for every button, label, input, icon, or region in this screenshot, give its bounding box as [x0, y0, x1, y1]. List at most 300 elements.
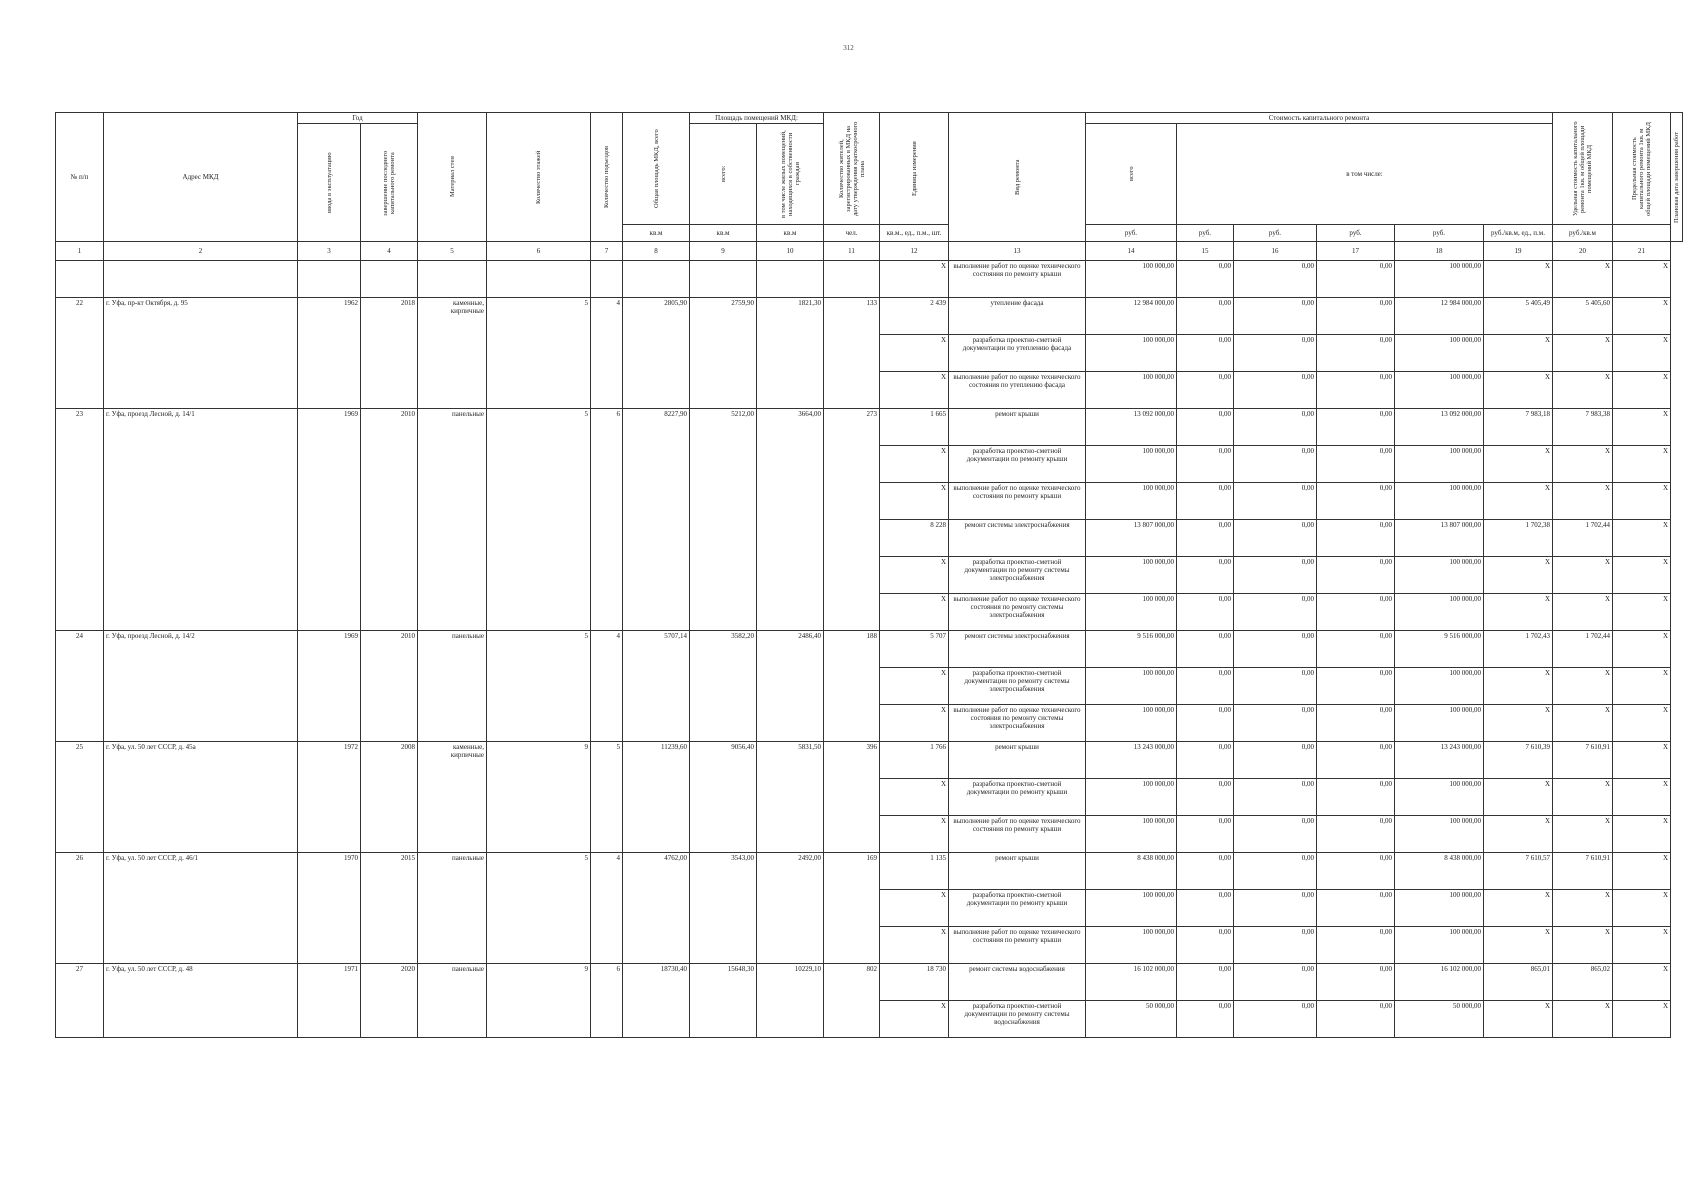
col-header-floors: Количество этажей — [487, 113, 591, 242]
cost-republic: 0,00 — [1234, 668, 1317, 705]
work-type: разработка проектно-сметной документации по ремонту крыши — [949, 446, 1086, 483]
column-number: 11 — [824, 242, 880, 261]
max-cost: X — [1553, 483, 1613, 520]
work-unit-value: 1 135 — [880, 853, 949, 890]
cost-local: 0,00 — [1317, 816, 1395, 853]
col-header-specific-cost: Удельная стоимость капитального ремонта 1кв. м общей площади помещений МКД — [1553, 113, 1613, 225]
specific-cost: X — [1484, 446, 1553, 483]
specific-cost: 865,01 — [1484, 964, 1553, 1001]
planned-date: X — [1613, 372, 1671, 409]
cost-fund: 0,00 — [1177, 483, 1234, 520]
max-cost: X — [1553, 779, 1613, 816]
house-address: г. Уфа, проезд Лесной, д. 14/1 — [104, 409, 298, 631]
unit-cost-fund: руб. — [1177, 225, 1234, 242]
specific-cost: X — [1484, 779, 1553, 816]
year-last-repair: 2008 — [361, 742, 418, 853]
floors-count: 9 — [487, 964, 591, 1038]
group-header-year: Год — [298, 113, 418, 124]
floors-count: 5 — [487, 409, 591, 631]
cost-fund: 0,00 — [1177, 1001, 1234, 1038]
work-unit-value: X — [880, 1001, 949, 1038]
work-type: ремонт крыши — [949, 409, 1086, 446]
house-number: 27 — [56, 964, 104, 1038]
cost-total: 100 000,00 — [1086, 779, 1177, 816]
unit-specific-cost: руб./кв.м, ед., п.м. — [1484, 225, 1553, 242]
floors-count: 5 — [487, 853, 591, 964]
specific-cost: X — [1484, 594, 1553, 631]
column-number: 19 — [1484, 242, 1553, 261]
cost-total: 100 000,00 — [1086, 816, 1177, 853]
planned-date: X — [1613, 483, 1671, 520]
work-type: выполнение работ по оценке технического состояния по ремонту крыши — [949, 261, 1086, 298]
cost-fund: 0,00 — [1177, 668, 1234, 705]
cost-owners: 50 000,00 — [1395, 1001, 1484, 1038]
premises-total-area — [690, 261, 757, 298]
col-header-address: Адрес МКД — [104, 113, 298, 242]
planned-date: X — [1613, 742, 1671, 779]
cost-owners: 13 243 000,00 — [1395, 742, 1484, 779]
cost-total: 8 438 000,00 — [1086, 853, 1177, 890]
floors-count: 5 — [487, 631, 591, 742]
work-unit-value: X — [880, 372, 949, 409]
cost-total: 100 000,00 — [1086, 927, 1177, 964]
cost-total: 100 000,00 — [1086, 594, 1177, 631]
year-last-repair: 2010 — [361, 631, 418, 742]
col-header-unit: Единица измерения — [880, 113, 949, 225]
cost-owners: 8 438 000,00 — [1395, 853, 1484, 890]
max-cost: X — [1553, 557, 1613, 594]
cost-total: 100 000,00 — [1086, 261, 1177, 298]
column-number: 14 — [1086, 242, 1177, 261]
cost-republic: 0,00 — [1234, 779, 1317, 816]
col-header-no: № п/п — [56, 113, 104, 242]
cost-local: 0,00 — [1317, 298, 1395, 335]
planned-date: X — [1613, 520, 1671, 557]
work-type: ремонт системы водоснабжения — [949, 964, 1086, 1001]
cost-fund: 0,00 — [1177, 409, 1234, 446]
cost-republic: 0,00 — [1234, 335, 1317, 372]
total-area: 18730,40 — [623, 964, 690, 1038]
planned-date: X — [1613, 890, 1671, 927]
specific-cost: X — [1484, 261, 1553, 298]
max-cost: 5 405,60 — [1553, 298, 1613, 335]
unit-total-area: кв.м — [623, 225, 690, 242]
total-area: 2805,90 — [623, 298, 690, 409]
work-unit-value: X — [880, 779, 949, 816]
planned-date: X — [1613, 557, 1671, 594]
year-commission: 1962 — [298, 298, 361, 409]
max-cost: 1 702,44 — [1553, 520, 1613, 557]
year-commission: 1972 — [298, 742, 361, 853]
work-unit-value: X — [880, 927, 949, 964]
planned-date: X — [1613, 853, 1671, 890]
year-commission: 1969 — [298, 409, 361, 631]
house-number: 24 — [56, 631, 104, 742]
table-row — [56, 409, 1683, 446]
unit-cost-republic: руб. — [1234, 225, 1317, 242]
house-address — [104, 261, 298, 298]
planned-date: X — [1613, 705, 1671, 742]
column-number: 13 — [949, 242, 1086, 261]
cost-owners: 100 000,00 — [1395, 372, 1484, 409]
specific-cost: X — [1484, 483, 1553, 520]
premises-total-area: 3582,20 — [690, 631, 757, 742]
unit-cost-total: руб. — [1086, 225, 1177, 242]
table-row — [56, 298, 1683, 335]
cost-republic: 0,00 — [1234, 372, 1317, 409]
premises-citizens-area: 3664,00 — [757, 409, 824, 631]
work-unit-value: 1 766 — [880, 742, 949, 779]
work-unit-value: X — [880, 594, 949, 631]
max-cost: 1 702,44 — [1553, 631, 1613, 668]
year-commission: 1970 — [298, 853, 361, 964]
house-address: г. Уфа, проезд Лесной, д. 14/2 — [104, 631, 298, 742]
cost-local: 0,00 — [1317, 964, 1395, 1001]
work-type: разработка проектно-сметной документации по ремонту системы электроснабжения — [949, 557, 1086, 594]
cost-owners: 100 000,00 — [1395, 705, 1484, 742]
cost-local: 0,00 — [1317, 557, 1395, 594]
wall-material: панельные — [418, 964, 487, 1038]
total-area — [623, 261, 690, 298]
premises-total-area: 2759,90 — [690, 298, 757, 409]
cost-local: 0,00 — [1317, 446, 1395, 483]
planned-date: X — [1613, 631, 1671, 668]
col-header-work-type: Вид ремонта — [949, 113, 1086, 242]
specific-cost: X — [1484, 890, 1553, 927]
cost-total: 13 092 000,00 — [1086, 409, 1177, 446]
max-cost: 7 610,91 — [1553, 853, 1613, 890]
cost-local: 0,00 — [1317, 594, 1395, 631]
cost-owners: 12 984 000,00 — [1395, 298, 1484, 335]
work-unit-value: X — [880, 261, 949, 298]
total-area: 4762,00 — [623, 853, 690, 964]
max-cost: 7 983,38 — [1553, 409, 1613, 446]
column-number: 5 — [418, 242, 487, 261]
cost-owners: 100 000,00 — [1395, 446, 1484, 483]
specific-cost: X — [1484, 816, 1553, 853]
cost-republic: 0,00 — [1234, 964, 1317, 1001]
max-cost: X — [1553, 816, 1613, 853]
unit-cost-owners: руб. — [1395, 225, 1484, 242]
column-number: 6 — [487, 242, 591, 261]
col-header-residents: Количество жителей, зарегистрированных в МКД на дату утверждения краткосрочного плана — [824, 113, 880, 225]
cost-republic: 0,00 — [1234, 298, 1317, 335]
specific-cost: 7 610,39 — [1484, 742, 1553, 779]
cost-total: 100 000,00 — [1086, 890, 1177, 927]
wall-material: каменные, кирпичные — [418, 742, 487, 853]
cost-fund: 0,00 — [1177, 964, 1234, 1001]
max-cost: X — [1553, 594, 1613, 631]
col-header-total-area: Общая площадь МКД, всего — [623, 113, 690, 225]
cost-fund: 0,00 — [1177, 446, 1234, 483]
max-cost: X — [1553, 668, 1613, 705]
group-header-premises-area: Площадь помещений МКД: — [690, 113, 824, 124]
cost-owners: 100 000,00 — [1395, 779, 1484, 816]
cost-republic: 0,00 — [1234, 520, 1317, 557]
entrances-count: 6 — [591, 964, 623, 1038]
cost-fund: 0,00 — [1177, 816, 1234, 853]
residents-count — [824, 261, 880, 298]
work-type: разработка проектно-сметной документации по ремонту крыши — [949, 779, 1086, 816]
work-type: утепление фасада — [949, 298, 1086, 335]
column-number: 4 — [361, 242, 418, 261]
column-number: 16 — [1234, 242, 1317, 261]
specific-cost: X — [1484, 372, 1553, 409]
work-unit-value: 8 228 — [880, 520, 949, 557]
cost-fund: 0,00 — [1177, 779, 1234, 816]
work-unit-value: X — [880, 705, 949, 742]
cost-fund: 0,00 — [1177, 520, 1234, 557]
cost-owners: 100 000,00 — [1395, 816, 1484, 853]
floors-count: 9 — [487, 742, 591, 853]
page-number: 312 — [843, 44, 854, 52]
cost-republic: 0,00 — [1234, 483, 1317, 520]
column-number: 7 — [591, 242, 623, 261]
work-unit-value: X — [880, 335, 949, 372]
table-row — [56, 742, 1683, 779]
total-area: 5707,14 — [623, 631, 690, 742]
unit-premises-citizens: кв.м — [757, 225, 824, 242]
cost-fund: 0,00 — [1177, 335, 1234, 372]
wall-material: панельные — [418, 631, 487, 742]
planned-date: X — [1613, 446, 1671, 483]
house-number: 25 — [56, 742, 104, 853]
cost-total: 100 000,00 — [1086, 557, 1177, 594]
residents-count: 273 — [824, 409, 880, 631]
year-commission — [298, 261, 361, 298]
column-number: 1 — [56, 242, 104, 261]
cost-owners: 100 000,00 — [1395, 927, 1484, 964]
unit-unit: кв.м., ед., п.м., шт. — [880, 225, 949, 242]
cost-local: 0,00 — [1317, 335, 1395, 372]
work-unit-value: 2 439 — [880, 298, 949, 335]
col-header-premises-citizens: в том числе жилых помещений, находящихся в собственности граждан — [757, 124, 824, 225]
premises-total-area: 3543,00 — [690, 853, 757, 964]
wall-material: панельные — [418, 853, 487, 964]
work-type: разработка проектно-сметной документации по ремонту системы водоснабжения — [949, 1001, 1086, 1038]
table-row — [56, 964, 1683, 1001]
entrances-count: 4 — [591, 631, 623, 742]
col-header-premises-total: всего: — [690, 124, 757, 225]
max-cost: X — [1553, 927, 1613, 964]
specific-cost: 1 702,43 — [1484, 631, 1553, 668]
cost-local: 0,00 — [1317, 890, 1395, 927]
cost-republic: 0,00 — [1234, 705, 1317, 742]
specific-cost: X — [1484, 927, 1553, 964]
wall-material: каменные, кирпичные — [418, 298, 487, 409]
total-area: 8227,90 — [623, 409, 690, 631]
cost-total: 100 000,00 — [1086, 483, 1177, 520]
unit-premises-total: кв.м — [690, 225, 757, 242]
residents-count: 169 — [824, 853, 880, 964]
column-number: 8 — [623, 242, 690, 261]
column-number: 15 — [1177, 242, 1234, 261]
year-last-repair: 2015 — [361, 853, 418, 964]
max-cost: 865,02 — [1553, 964, 1613, 1001]
year-last-repair: 2018 — [361, 298, 418, 409]
column-number: 3 — [298, 242, 361, 261]
work-type: ремонт крыши — [949, 853, 1086, 890]
cost-owners: 13 807 000,00 — [1395, 520, 1484, 557]
cost-fund: 0,00 — [1177, 557, 1234, 594]
cost-local: 0,00 — [1317, 372, 1395, 409]
column-number: 2 — [104, 242, 298, 261]
cost-total: 100 000,00 — [1086, 372, 1177, 409]
max-cost: X — [1553, 890, 1613, 927]
house-number — [56, 261, 104, 298]
specific-cost: X — [1484, 557, 1553, 594]
cost-republic: 0,00 — [1234, 1001, 1317, 1038]
cost-owners: 13 092 000,00 — [1395, 409, 1484, 446]
cost-fund: 0,00 — [1177, 631, 1234, 668]
col-header-wall-material: Материал стен — [418, 113, 487, 242]
cost-owners: 9 516 000,00 — [1395, 631, 1484, 668]
cost-republic: 0,00 — [1234, 853, 1317, 890]
table-row — [56, 261, 1683, 298]
max-cost: X — [1553, 372, 1613, 409]
work-unit-value: 18 730 — [880, 964, 949, 1001]
cost-total: 12 984 000,00 — [1086, 298, 1177, 335]
specific-cost: 7 610,57 — [1484, 853, 1553, 890]
work-type: разработка проектно-сметной документации по ремонту крыши — [949, 890, 1086, 927]
cost-local: 0,00 — [1317, 409, 1395, 446]
total-area: 11239,60 — [623, 742, 690, 853]
specific-cost: X — [1484, 335, 1553, 372]
unit-cost-local: руб. — [1317, 225, 1395, 242]
work-type: выполнение работ по оценке технического состояния по ремонту системы электроснабжения — [949, 594, 1086, 631]
cost-local: 0,00 — [1317, 742, 1395, 779]
planned-date: X — [1613, 298, 1671, 335]
col-header-entrances: Количество подъездов — [591, 113, 623, 242]
house-address: г. Уфа, ул. 50 лет СССР, д. 46/1 — [104, 853, 298, 964]
max-cost: X — [1553, 261, 1613, 298]
cost-owners: 100 000,00 — [1395, 261, 1484, 298]
max-cost: 7 610,91 — [1553, 742, 1613, 779]
col-header-year-commission: ввода в эксплуатацию — [298, 124, 361, 242]
floors-count — [487, 261, 591, 298]
column-number-row — [56, 242, 1683, 261]
cost-total: 13 807 000,00 — [1086, 520, 1177, 557]
work-unit-value: X — [880, 890, 949, 927]
work-type: выполнение работ по оценке технического состояния по ремонту крыши — [949, 816, 1086, 853]
cost-total: 16 102 000,00 — [1086, 964, 1177, 1001]
house-address: г. Уфа, ул. 50 лет СССР, д. 45а — [104, 742, 298, 853]
cost-owners: 100 000,00 — [1395, 594, 1484, 631]
repair-plan-table — [55, 112, 1683, 1038]
max-cost: X — [1553, 705, 1613, 742]
cost-local: 0,00 — [1317, 779, 1395, 816]
cost-local: 0,00 — [1317, 853, 1395, 890]
unit-residents: чел. — [824, 225, 880, 242]
cost-republic: 0,00 — [1234, 261, 1317, 298]
specific-cost: X — [1484, 705, 1553, 742]
year-commission: 1969 — [298, 631, 361, 742]
group-header-cost-incl: в том числе: — [1177, 124, 1553, 225]
work-type: ремонт системы электроснабжения — [949, 631, 1086, 668]
year-commission: 1971 — [298, 964, 361, 1038]
planned-date: X — [1613, 594, 1671, 631]
cost-fund: 0,00 — [1177, 594, 1234, 631]
column-number: 12 — [880, 242, 949, 261]
work-type: выполнение работ по оценке технического состояния по ремонту системы электроснабжения — [949, 705, 1086, 742]
planned-date: X — [1613, 927, 1671, 964]
planned-date: X — [1613, 668, 1671, 705]
house-number: 26 — [56, 853, 104, 964]
work-type: выполнение работ по оценке технического состояния по ремонту крыши — [949, 927, 1086, 964]
work-unit-value: 1 665 — [880, 409, 949, 446]
residents-count: 396 — [824, 742, 880, 853]
cost-local: 0,00 — [1317, 631, 1395, 668]
cost-republic: 0,00 — [1234, 890, 1317, 927]
premises-total-area: 5212,00 — [690, 409, 757, 631]
cost-fund: 0,00 — [1177, 890, 1234, 927]
cost-fund: 0,00 — [1177, 927, 1234, 964]
cost-owners: 100 000,00 — [1395, 335, 1484, 372]
col-header-year-last-repair: завершение последнего капитального ремонта — [361, 124, 418, 242]
cost-local: 0,00 — [1317, 705, 1395, 742]
residents-count: 133 — [824, 298, 880, 409]
column-number: 9 — [690, 242, 757, 261]
cost-total: 100 000,00 — [1086, 668, 1177, 705]
cost-republic: 0,00 — [1234, 594, 1317, 631]
work-unit-value: X — [880, 668, 949, 705]
house-number: 22 — [56, 298, 104, 409]
max-cost: X — [1553, 446, 1613, 483]
cost-local: 0,00 — [1317, 483, 1395, 520]
wall-material — [418, 261, 487, 298]
specific-cost: 7 983,18 — [1484, 409, 1553, 446]
house-address: г. Уфа, пр-кт Октября, д. 95 — [104, 298, 298, 409]
cost-total: 100 000,00 — [1086, 705, 1177, 742]
max-cost: X — [1553, 335, 1613, 372]
table-row — [56, 853, 1683, 890]
residents-count: 188 — [824, 631, 880, 742]
cost-fund: 0,00 — [1177, 298, 1234, 335]
wall-material: панельные — [418, 409, 487, 631]
planned-date: X — [1613, 779, 1671, 816]
col-header-max-cost: Предельная стоимость капитального ремонта 1кв. м общей площади помещений МКД — [1613, 113, 1671, 225]
planned-date: X — [1613, 409, 1671, 446]
cost-local: 0,00 — [1317, 668, 1395, 705]
specific-cost: 5 405,49 — [1484, 298, 1553, 335]
work-type: выполнение работ по оценке технического состояния по ремонту крыши — [949, 483, 1086, 520]
planned-date: X — [1613, 816, 1671, 853]
cost-local: 0,00 — [1317, 1001, 1395, 1038]
entrances-count: 6 — [591, 409, 623, 631]
column-number: 21 — [1613, 242, 1671, 261]
cost-fund: 0,00 — [1177, 705, 1234, 742]
planned-date: X — [1613, 964, 1671, 1001]
work-unit-value: 5 707 — [880, 631, 949, 668]
cost-republic: 0,00 — [1234, 409, 1317, 446]
cost-local: 0,00 — [1317, 927, 1395, 964]
column-number: 17 — [1317, 242, 1395, 261]
entrances-count: 5 — [591, 742, 623, 853]
work-type: ремонт крыши — [949, 742, 1086, 779]
house-address: г. Уфа, ул. 50 лет СССР, д. 48 — [104, 964, 298, 1038]
unit-max-cost: руб./кв.м — [1553, 225, 1613, 242]
cost-owners: 100 000,00 — [1395, 483, 1484, 520]
premises-citizens-area: 2492,00 — [757, 853, 824, 964]
column-number: 10 — [757, 242, 824, 261]
cost-local: 0,00 — [1317, 261, 1395, 298]
specific-cost: 1 702,38 — [1484, 520, 1553, 557]
year-last-repair: 2010 — [361, 409, 418, 631]
premises-total-area: 15648,30 — [690, 964, 757, 1038]
work-unit-value: X — [880, 446, 949, 483]
planned-date: X — [1613, 261, 1671, 298]
cost-total: 100 000,00 — [1086, 446, 1177, 483]
